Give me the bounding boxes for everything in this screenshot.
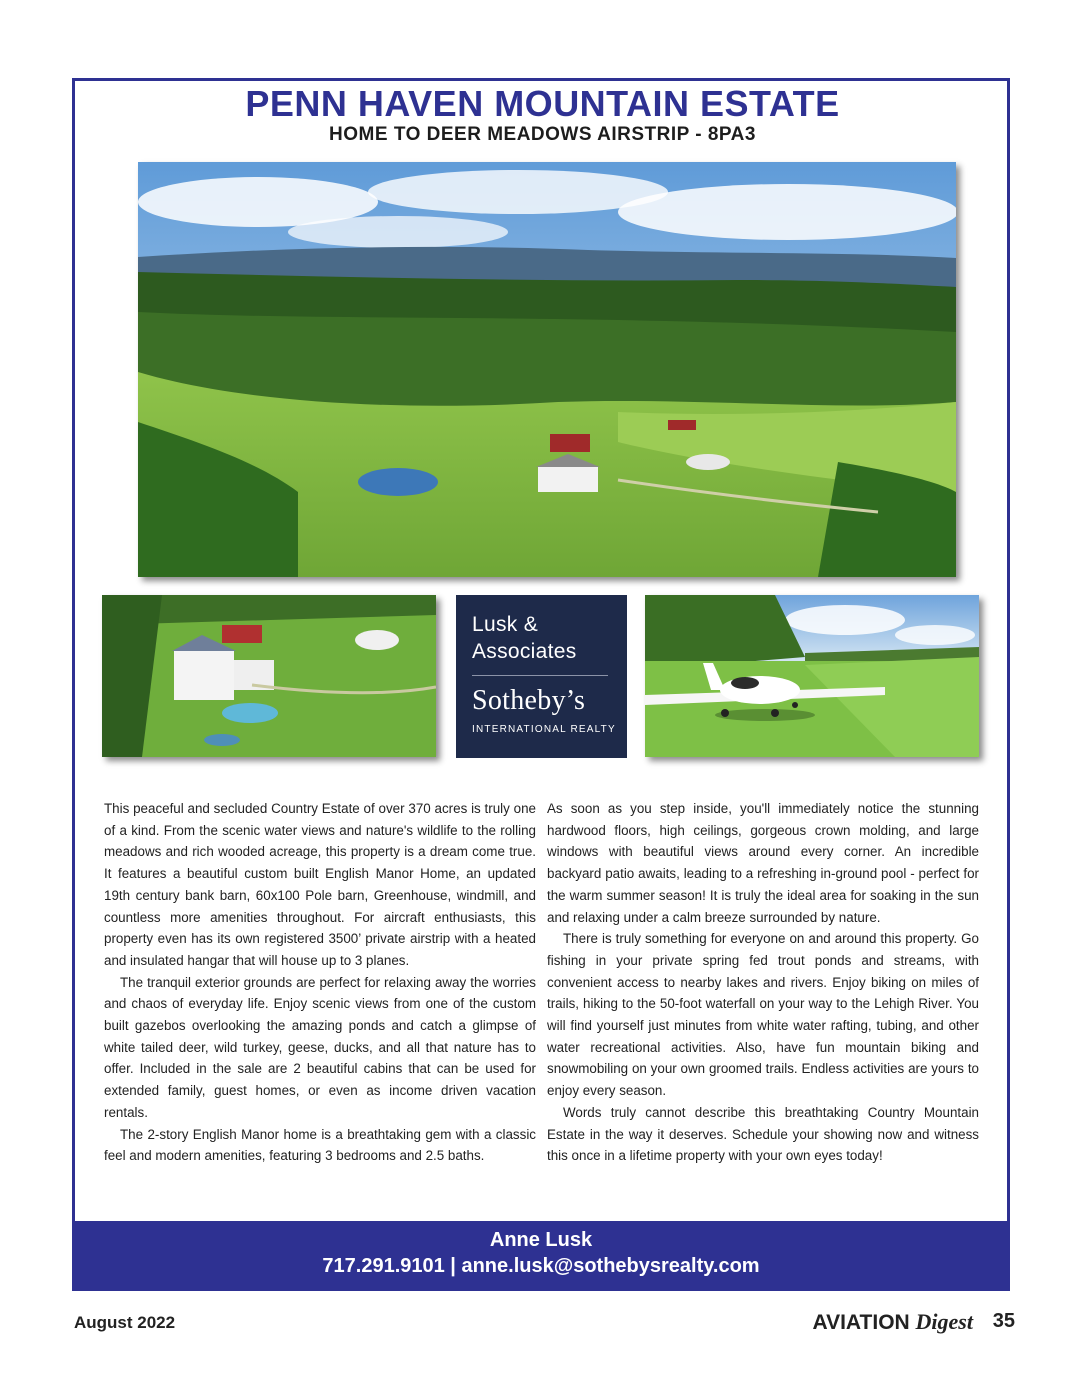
aerial-estate-photo xyxy=(138,162,956,577)
body-paragraph: Words truly cannot describe this breathtaking Country Mountain Estate in the way it deserves. Schedule your showing now and witness this once in a lifetime property with your own eyes today! xyxy=(547,1104,979,1164)
magazine-name xyxy=(812,1309,973,1335)
logo-subtitle: INTERNATIONAL REALTY xyxy=(472,724,616,735)
agent-name: Anne Lusk xyxy=(489,1229,593,1251)
page-subtitle: HOME TO DEER MEADOWS AIRSTRIP - 8PA3 xyxy=(329,124,756,145)
sothebys-logo xyxy=(456,595,627,758)
body-column-right xyxy=(547,798,979,1167)
page-title: PENN HAVEN MOUNTAIN ESTATE xyxy=(245,83,840,124)
logo-line-lusk: Lusk & xyxy=(472,613,538,636)
magazine-name-bold: AVIATION xyxy=(812,1311,910,1334)
body-paragraph: The 2-story English Manor home is a breathtaking gem with a classic feel and modern amenities, featuring 3 bedrooms and 2.5 baths. xyxy=(104,1126,536,1164)
logo-divider xyxy=(472,675,608,676)
contact-bar xyxy=(72,1221,1010,1291)
body-paragraph: As soon as you step inside, you'll immediately notice the stunning hardwood floors, high ceilings, gorgeous crown molding, and large windows with beautiful views around every corner. An incredible backyard patio awaits, leading to a refreshing in-ground pool - perfect for the warm summer season! It is truly the ideal area for soaking in the sun and relaxing under a calm breeze surrounded by nature. xyxy=(547,801,979,925)
body-column-left xyxy=(104,798,536,1167)
body-paragraph: This peaceful and secluded Country Estate of over 370 acres is truly one of a kind. From the scenic water views and nature's wildlife to the rolling meadows and rich wooded acreage, this property is a dream come true. It features a beautiful custom built English Manor Home, an updated 19th century bank barn, 60x100 Pole barn, Greenhouse, windmill, and countless more amenities throughout. For aircraft enthusiasts, this property even has its own registered 3500’ private airstrip with a heated and insulated hangar that will house up to 3 planes. xyxy=(104,801,536,968)
body-paragraph: The tranquil exterior grounds are perfect for relaxing away the worries and chaos of everyday life. Enjoy scenic views from one of the custom built gazebos overlooking the amazing ponds and catch a glimpse of white tailed deer, wild turkey, geese, ducks, and all that nature has to offer. Included in the sale are 2 beautiful cabins that can be used for extended family, guest homes, or even as income driven vacation rentals. xyxy=(104,974,536,1120)
logo-brand: Sotheby’s xyxy=(472,685,586,716)
manor-pool-photo xyxy=(102,595,436,757)
agent-contact-info: 717.291.9101 | anne.lusk@sothebysrealty.com xyxy=(322,1255,760,1277)
issue-date: August 2022 xyxy=(74,1313,176,1332)
body-paragraph: There is truly something for everyone on and around this property. Go fishing in your private spring fed trout ponds and streams, with convenient access to nearby lakes and rivers. Enjoy biking on miles of trails, hiking to the 50-foot waterfall on your way to the Lehigh River. You will find yourself just minutes from white water rafting, tubing, and other water recreational activities. Also, have fun mountain biking and snowmobiling on your own groomed trails. Endless activities are yours to enjoy every season. xyxy=(547,931,979,1099)
page-number: 35 xyxy=(992,1310,1015,1332)
logo-line-associates: Associates xyxy=(472,640,577,663)
magazine-name-italic: Digest xyxy=(915,1309,973,1334)
airplane-airstrip-photo xyxy=(645,595,979,757)
